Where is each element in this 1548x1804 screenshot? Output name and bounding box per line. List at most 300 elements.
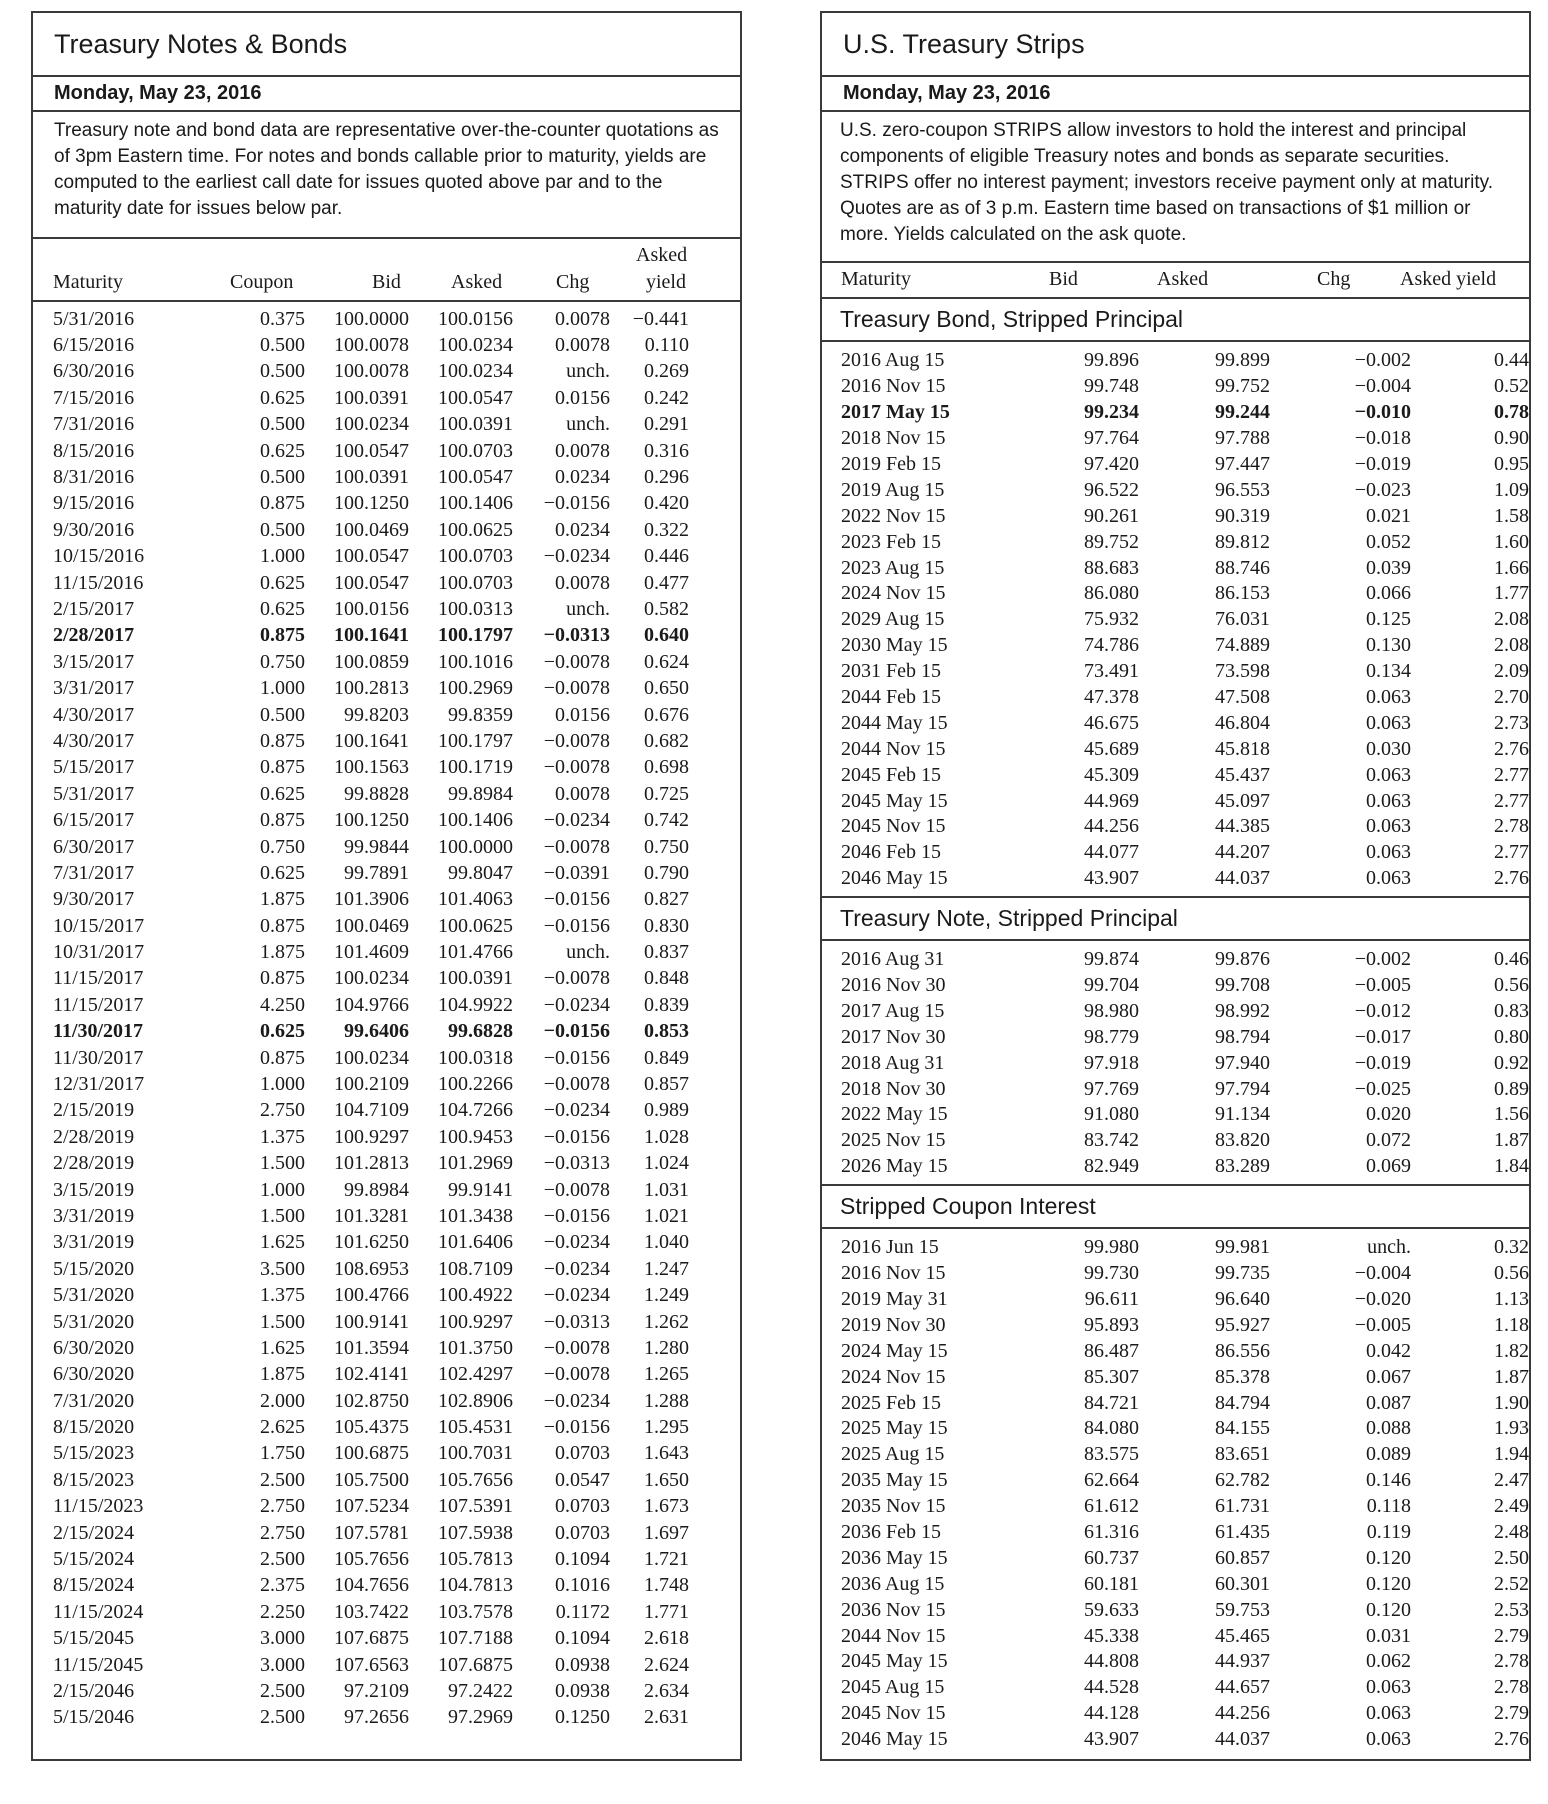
asked-cell: 97.940	[1215, 1051, 1270, 1074]
chg-cell: 0.0078	[555, 571, 610, 594]
yield-cell: 0.420	[644, 492, 689, 515]
yield-cell: 1.031	[644, 1178, 689, 1201]
maturity-cell: 2045 May 15	[841, 1650, 948, 1673]
table-row	[822, 1727, 1529, 1753]
bid-cell: 89.752	[1084, 530, 1139, 553]
asked-cell: 100.0234	[438, 360, 513, 383]
yield-cell: 0.89	[1494, 1077, 1529, 1100]
bid-cell: 99.6406	[344, 1020, 409, 1043]
bid-cell: 103.7422	[334, 1600, 409, 1623]
coupon-cell: 2.250	[260, 1600, 305, 1623]
bid-cell: 100.1641	[334, 624, 409, 647]
maturity-cell: 2035 Nov 15	[841, 1495, 946, 1518]
chg-cell: 0.030	[1366, 737, 1411, 760]
maturity-cell: 2022 May 15	[841, 1103, 948, 1126]
asked-cell: 99.708	[1215, 974, 1270, 997]
yield-cell: 0.446	[644, 545, 689, 568]
strips-title: U.S. Treasury Strips	[822, 13, 1529, 77]
table-row	[33, 412, 689, 438]
table-row	[33, 491, 689, 517]
maturity-cell: 2016 Nov 15	[841, 375, 946, 398]
strips-header-asked: Asked	[1157, 268, 1209, 290]
maturity-cell: 8/15/2016	[53, 439, 135, 462]
chg-cell: −0.025	[1354, 1077, 1411, 1100]
maturity-cell: 2026 May 15	[841, 1155, 948, 1178]
asked-cell: 99.899	[1215, 349, 1270, 372]
bid-cell: 99.7891	[344, 861, 409, 884]
bid-cell: 100.0234	[334, 967, 409, 990]
asked-cell: 61.435	[1215, 1520, 1270, 1543]
strips-panel	[820, 11, 1531, 1761]
table-row	[33, 1494, 689, 1520]
maturity-cell: 2019 Nov 30	[841, 1313, 946, 1336]
asked-cell: 104.7813	[438, 1574, 513, 1597]
asked-cell: 100.2969	[438, 677, 513, 700]
chg-cell: −0.0156	[543, 1416, 610, 1439]
coupon-cell: 1.875	[260, 941, 305, 964]
table-row	[33, 1414, 689, 1440]
coupon-cell: 2.500	[260, 1468, 305, 1491]
chg-cell: −0.005	[1354, 1313, 1411, 1336]
maturity-cell: 2023 Aug 15	[841, 556, 945, 579]
chg-cell: 0.120	[1366, 1546, 1411, 1569]
asked-cell: 99.9141	[448, 1178, 513, 1201]
bid-cell: 101.3906	[334, 888, 409, 911]
table-row	[33, 755, 689, 781]
table-row	[33, 1362, 689, 1388]
chg-cell: 0.063	[1366, 789, 1411, 812]
yield-cell: 0.83	[1494, 999, 1529, 1022]
maturity-cell: 2036 Nov 15	[841, 1598, 946, 1621]
yield-cell: 0.849	[644, 1046, 689, 1069]
bid-cell: 101.4609	[334, 941, 409, 964]
table-row	[33, 596, 689, 622]
chg-cell: −0.0078	[543, 967, 610, 990]
strips-sections	[822, 299, 1529, 1757]
chg-cell: 0.063	[1366, 711, 1411, 734]
table-row	[822, 477, 1529, 503]
yield-cell: 0.624	[644, 650, 689, 673]
bid-cell: 83.575	[1084, 1443, 1139, 1466]
yield-cell: 0.95	[1494, 453, 1529, 475]
asked-cell: 100.7031	[438, 1442, 513, 1465]
section-body	[822, 1229, 1529, 1757]
yield-cell: 0.92	[1494, 1051, 1529, 1074]
yield-cell: 1.771	[644, 1600, 689, 1623]
chg-cell: 0.0156	[555, 386, 610, 409]
bid-cell: 100.0547	[334, 439, 409, 462]
header-maturity: Maturity	[53, 271, 123, 293]
maturity-cell: 2025 Feb 15	[841, 1391, 941, 1414]
asked-cell: 45.097	[1215, 789, 1270, 812]
table-row	[33, 1098, 689, 1124]
maturity-cell: 2017 Nov 30	[841, 1025, 946, 1048]
asked-cell: 76.031	[1215, 608, 1270, 631]
table-row	[33, 544, 689, 570]
chg-cell: −0.0156	[543, 1204, 610, 1227]
asked-cell: 44.207	[1215, 841, 1270, 864]
chg-cell: unch.	[566, 360, 610, 383]
bid-cell: 47.378	[1084, 686, 1139, 709]
asked-cell: 44.256	[1215, 1702, 1270, 1725]
table-row	[822, 685, 1529, 711]
asked-cell: 45.818	[1215, 737, 1270, 760]
maturity-cell: 2016 Nov 30	[841, 974, 946, 997]
maturity-cell: 2036 Aug 15	[841, 1572, 945, 1595]
asked-cell: 99.735	[1215, 1262, 1270, 1285]
table-row	[822, 973, 1529, 999]
yield-cell: 0.78	[1494, 401, 1529, 424]
bid-cell: 107.6875	[334, 1627, 409, 1650]
asked-cell: 101.3750	[438, 1336, 513, 1359]
table-row	[33, 1573, 689, 1599]
chg-cell: −0.0156	[543, 1125, 610, 1148]
bid-cell: 100.0234	[334, 413, 409, 436]
yield-cell: 1.56	[1494, 1103, 1529, 1126]
bid-cell: 75.932	[1084, 608, 1139, 631]
yield-cell: 2.49	[1494, 1495, 1529, 1518]
table-row	[822, 736, 1529, 762]
bid-cell: 44.077	[1084, 841, 1139, 864]
table-row	[33, 807, 689, 833]
bid-cell: 104.9766	[334, 993, 409, 1016]
maturity-cell: 5/15/2024	[53, 1548, 135, 1571]
header-asked: Asked	[451, 271, 503, 293]
yield-cell: 2.78	[1494, 1650, 1529, 1673]
yield-cell: 1.021	[644, 1204, 689, 1227]
maturity-cell: 2045 Nov 15	[841, 1702, 946, 1725]
chg-cell: 0.0234	[555, 518, 610, 541]
section-body	[822, 941, 1529, 1186]
coupon-cell: 0.500	[260, 518, 305, 541]
table-row	[822, 452, 1529, 478]
yield-cell: −0.441	[632, 307, 689, 330]
table-row	[822, 947, 1529, 973]
bid-cell: 105.7500	[334, 1468, 409, 1491]
asked-cell: 100.1797	[438, 624, 513, 647]
chg-cell: 0.0234	[555, 466, 610, 489]
strips-table	[822, 1235, 1529, 1753]
chg-cell: −0.0078	[543, 729, 610, 752]
bid-cell: 97.764	[1084, 427, 1139, 450]
yield-cell: 0.640	[644, 624, 689, 647]
asked-cell: 100.0234	[438, 334, 513, 357]
chg-cell: 0.039	[1366, 556, 1411, 579]
coupon-cell: 0.500	[260, 703, 305, 726]
table-row	[33, 438, 689, 464]
asked-cell: 100.0625	[438, 518, 513, 541]
table-row	[822, 374, 1529, 400]
chg-cell: −0.0313	[543, 1310, 610, 1333]
bid-cell: 100.0391	[334, 466, 409, 489]
maturity-cell: 2046 May 15	[841, 867, 948, 890]
chg-cell: −0.0078	[543, 1178, 610, 1201]
yield-cell: 2.48	[1494, 1520, 1529, 1543]
asked-cell: 100.0000	[438, 835, 513, 858]
chg-cell: −0.0313	[543, 624, 610, 647]
bid-cell: 59.633	[1084, 1598, 1139, 1621]
yield-cell: 1.87	[1494, 1365, 1529, 1388]
maturity-cell: 10/15/2017	[53, 914, 145, 937]
maturity-cell: 9/15/2016	[53, 492, 135, 515]
yield-cell: 2.78	[1494, 815, 1529, 838]
asked-cell: 90.319	[1215, 504, 1270, 527]
bid-cell: 101.6250	[334, 1231, 409, 1254]
maturity-cell: 2017 Aug 15	[841, 999, 945, 1022]
table-row	[33, 702, 689, 728]
asked-cell: 100.0318	[438, 1046, 513, 1069]
maturity-cell: 8/31/2016	[53, 466, 135, 489]
bid-cell: 91.080	[1084, 1103, 1139, 1126]
maturity-cell: 3/31/2019	[53, 1231, 135, 1254]
asked-cell: 97.788	[1215, 427, 1270, 450]
asked-cell: 83.651	[1215, 1443, 1270, 1466]
chg-cell: unch.	[1367, 1236, 1411, 1259]
chg-cell: unch.	[566, 597, 610, 620]
maturity-cell: 12/31/2017	[53, 1073, 145, 1096]
table-row	[822, 840, 1529, 866]
table-row	[822, 762, 1529, 788]
maturity-cell: 2019 Aug 15	[841, 478, 945, 501]
maturity-cell: 2016 Aug 15	[841, 349, 945, 372]
asked-cell: 104.9922	[438, 993, 513, 1016]
yield-cell: 1.77	[1494, 582, 1529, 605]
maturity-cell: 2030 May 15	[841, 634, 948, 657]
bid-cell: 45.309	[1084, 763, 1139, 786]
asked-cell: 83.289	[1215, 1155, 1270, 1178]
yield-cell: 1.60	[1494, 530, 1529, 553]
table-row	[822, 1076, 1529, 1102]
coupon-cell: 0.750	[260, 650, 305, 673]
maturity-cell: 5/31/2020	[53, 1284, 135, 1307]
chg-cell: 0.063	[1366, 815, 1411, 838]
bid-cell: 99.730	[1084, 1262, 1139, 1285]
table-row	[822, 1338, 1529, 1364]
asked-cell: 100.1406	[438, 492, 513, 515]
chg-cell: 0.118	[1366, 1495, 1411, 1518]
bid-cell: 45.338	[1084, 1624, 1139, 1647]
coupon-cell: 1.500	[260, 1152, 305, 1175]
maturity-cell: 7/15/2016	[53, 386, 135, 409]
maturity-cell: 2/28/2017	[53, 624, 135, 647]
chg-cell: −0.0156	[543, 1046, 610, 1069]
bid-cell: 99.874	[1084, 948, 1139, 971]
yield-cell: 0.477	[644, 571, 689, 594]
chg-cell: 0.1094	[555, 1548, 610, 1571]
table-row	[822, 555, 1529, 581]
asked-cell: 100.1406	[438, 809, 513, 832]
asked-cell: 105.4531	[438, 1416, 513, 1439]
bid-cell: 60.181	[1084, 1572, 1139, 1595]
asked-cell: 100.1016	[438, 650, 513, 673]
chg-cell: 0.1016	[555, 1574, 610, 1597]
chg-cell: −0.0234	[543, 1389, 610, 1412]
table-row	[822, 581, 1529, 607]
asked-cell: 100.0313	[438, 597, 513, 620]
maturity-cell: 2045 Feb 15	[841, 763, 941, 786]
table-row	[822, 1701, 1529, 1727]
bid-cell: 105.7656	[334, 1548, 409, 1571]
bid-cell: 43.907	[1084, 1728, 1139, 1751]
asked-cell: 45.437	[1215, 763, 1270, 786]
maturity-cell: 5/31/2020	[53, 1310, 135, 1333]
yield-cell: 1.295	[644, 1416, 689, 1439]
asked-cell: 107.5391	[438, 1495, 513, 1518]
asked-cell: 96.640	[1215, 1287, 1270, 1310]
maturity-cell: 2025 May 15	[841, 1417, 948, 1440]
coupon-cell: 0.625	[260, 597, 305, 620]
maturity-cell: 2025 Aug 15	[841, 1443, 945, 1466]
header-bid: Bid	[372, 271, 401, 293]
coupon-cell: 1.000	[260, 545, 305, 568]
bid-cell: 95.893	[1084, 1313, 1139, 1336]
bid-cell: 44.528	[1084, 1676, 1139, 1699]
chg-cell: −0.018	[1354, 427, 1411, 450]
asked-cell: 73.598	[1215, 660, 1270, 683]
chg-cell: 0.063	[1366, 1728, 1411, 1751]
table-row	[822, 998, 1529, 1024]
yield-cell: 1.82	[1494, 1339, 1529, 1362]
bid-cell: 100.9141	[334, 1310, 409, 1333]
bid-cell: 108.6953	[334, 1257, 409, 1280]
bid-cell: 100.4766	[334, 1284, 409, 1307]
table-row	[33, 728, 689, 754]
yield-cell: 0.56	[1494, 974, 1529, 997]
chg-cell: −0.004	[1354, 1262, 1411, 1285]
chg-cell: −0.0156	[543, 888, 610, 911]
bid-cell: 96.611	[1084, 1287, 1139, 1310]
chg-cell: 0.063	[1366, 763, 1411, 786]
maturity-cell: 2045 Nov 15	[841, 815, 946, 838]
coupon-cell: 0.500	[260, 466, 305, 489]
bid-cell: 100.1563	[334, 756, 409, 779]
asked-cell: 99.6828	[448, 1020, 513, 1043]
maturity-cell: 2036 Feb 15	[841, 1520, 941, 1543]
chg-cell: −0.019	[1354, 453, 1411, 475]
bid-cell: 99.896	[1084, 349, 1139, 372]
coupon-cell: 0.625	[260, 439, 305, 462]
bid-cell: 100.2109	[334, 1073, 409, 1096]
asked-cell: 99.8984	[448, 782, 513, 805]
asked-cell: 60.301	[1215, 1572, 1270, 1595]
bid-cell: 61.612	[1084, 1495, 1139, 1518]
maturity-cell: 7/31/2017	[53, 861, 135, 884]
coupon-cell: 0.625	[260, 386, 305, 409]
maturity-cell: 2024 Nov 15	[841, 582, 946, 605]
bid-cell: 60.737	[1084, 1546, 1139, 1569]
bid-cell: 82.949	[1084, 1155, 1139, 1178]
asked-cell: 100.0391	[438, 413, 513, 436]
chg-cell: 0.067	[1366, 1365, 1411, 1388]
yield-cell: 2.631	[644, 1706, 689, 1729]
coupon-cell: 2.750	[260, 1521, 305, 1544]
chg-cell: −0.0234	[543, 809, 610, 832]
yield-cell: 1.18	[1494, 1313, 1529, 1336]
maturity-cell: 2023 Feb 15	[841, 530, 941, 553]
yield-cell: 2.77	[1494, 841, 1529, 864]
maturity-cell: 6/30/2020	[53, 1363, 135, 1386]
coupon-cell: 1.500	[260, 1310, 305, 1333]
table-row	[822, 1649, 1529, 1675]
bid-cell: 107.5781	[334, 1521, 409, 1544]
table-row	[33, 834, 689, 860]
chg-cell: −0.019	[1354, 1051, 1411, 1074]
header-chg: Chg	[556, 271, 590, 293]
notes-bonds-description: Treasury note and bond data are representative over-the-counter quotations as of 3pm Eastern time. For notes and bonds callable prior to maturity, yields are computed to the earliest call date for issues quoted above par and to the maturity date for issues below par.	[33, 112, 740, 239]
maturity-cell: 2044 May 15	[841, 711, 948, 734]
maturity-cell: 5/31/2016	[53, 307, 135, 330]
asked-cell: 44.385	[1215, 815, 1270, 838]
maturity-cell: 10/15/2016	[53, 545, 145, 568]
chg-cell: 0.125	[1366, 608, 1411, 631]
chg-cell: 0.0703	[555, 1442, 610, 1465]
chg-cell: 0.130	[1366, 634, 1411, 657]
asked-cell: 83.820	[1215, 1129, 1270, 1152]
yield-cell: 1.024	[644, 1152, 689, 1175]
coupon-cell: 3.000	[260, 1627, 305, 1650]
yield-cell: 1.13	[1494, 1287, 1529, 1310]
strips-header-asked-yield: Asked yield	[1400, 268, 1497, 290]
asked-cell: 100.0703	[438, 439, 513, 462]
bid-cell: 44.808	[1084, 1650, 1139, 1673]
table-row	[822, 1520, 1529, 1546]
yield-cell: 0.316	[644, 439, 689, 462]
asked-cell: 61.731	[1215, 1495, 1270, 1518]
chg-cell: −0.017	[1354, 1025, 1411, 1048]
bid-cell: 105.4375	[334, 1416, 409, 1439]
table-row	[33, 939, 689, 965]
bid-cell: 100.1250	[334, 492, 409, 515]
bid-cell: 101.2813	[334, 1152, 409, 1175]
table-row	[33, 1177, 689, 1203]
notes-bonds-panel	[31, 11, 742, 1761]
maturity-cell: 6/30/2017	[53, 835, 135, 858]
yield-cell: 2.09	[1494, 660, 1529, 683]
asked-cell: 44.037	[1215, 1728, 1270, 1751]
coupon-cell: 2.500	[260, 1706, 305, 1729]
bid-cell: 100.0469	[334, 914, 409, 937]
maturity-cell: 2/15/2046	[53, 1680, 135, 1702]
section-title: Treasury Note, Stripped Principal	[822, 898, 1529, 941]
yield-cell: 0.269	[644, 360, 689, 383]
table-row	[822, 1128, 1529, 1154]
table-row	[33, 992, 689, 1018]
maturity-cell: 9/30/2017	[53, 888, 135, 911]
coupon-cell: 0.875	[260, 729, 305, 752]
table-row	[33, 860, 689, 886]
bid-cell: 100.0156	[334, 597, 409, 620]
table-row	[822, 814, 1529, 840]
header-asked-yield-line2: yield	[646, 271, 686, 293]
asked-cell: 97.2422	[448, 1680, 513, 1702]
table-row	[33, 1705, 689, 1731]
yield-cell: 2.47	[1494, 1469, 1529, 1492]
asked-cell: 101.4766	[438, 941, 513, 964]
section-title: Treasury Bond, Stripped Principal	[822, 299, 1529, 342]
chg-cell: 0.0938	[555, 1680, 610, 1702]
coupon-cell: 1.000	[260, 1178, 305, 1201]
yield-cell: 0.46	[1494, 948, 1529, 971]
yield-cell: 1.58	[1494, 504, 1529, 527]
section-body	[822, 342, 1529, 898]
chg-cell: −0.0156	[543, 492, 610, 515]
table-row	[33, 1388, 689, 1414]
bid-cell: 97.2109	[344, 1680, 409, 1702]
coupon-cell: 0.625	[260, 571, 305, 594]
bid-cell: 100.1641	[334, 729, 409, 752]
yield-cell: 1.673	[644, 1495, 689, 1518]
bid-cell: 99.704	[1084, 974, 1139, 997]
